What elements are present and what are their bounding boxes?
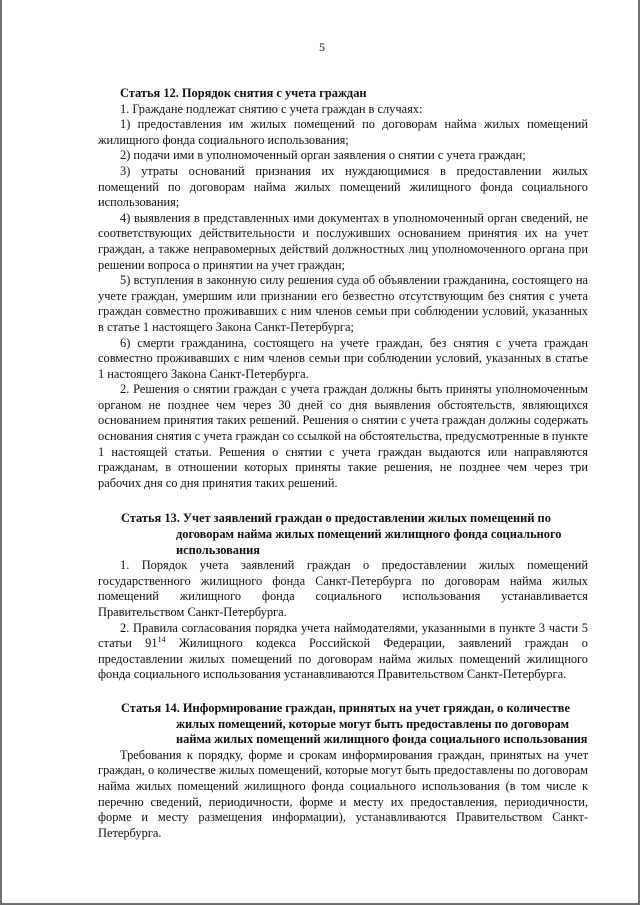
document-body xyxy=(98,86,588,841)
article-12-paragraph: 1) предоставления им жилых помещений по договорам найма жилых помещений жилищного фонда социального использования; xyxy=(98,117,588,147)
article-13 xyxy=(98,511,588,683)
article-13-paragraph-2 xyxy=(98,621,588,683)
article-14-paragraph-1: Требования к порядку, форме и срокам информирования граждан, принятых на учет граждан, о количестве жилых помещений, которые могут быть предоставлены по договорам найма жилых помещений жилищного фонда социального использования (в том числе к перечню сведений, периодичности, форме и месту их предоставления, периодичности, форме и месту размещения информации), устанавливаются Правительством Санкт-Петербурга. xyxy=(98,747,588,840)
article-13-title: Статья 13. Учет заявлений граждан о предоставлении жилых помещений по договорам найма жилых помещений жилищного фонда социального использования xyxy=(121,511,562,557)
article-13-paragraph-1: 1. Порядок учета заявлений граждан о предоставлении жилых помещений государственного жилищного фонда Санкт-Петербурга по договорам найма жилых помещений жилищного фонда социального использования устанавливается Правительством Санкт-Петербурга. xyxy=(98,558,588,619)
article-12-paragraph: 2. Решения о снятии граждан с учета граждан должны быть приняты уполномоченным органом не позднее чем через 30 дней со дня выявления обстоятельств, являющихся основанием принятия таких решений. Решения о снятии с учета граждан должны содержать основания снятия с учета граждан со ссылкой на обстоятельства, предусмотренные в пункте 1 настоящей статьи. Решения о снятии с учета граждан выдаются или направляются гражданам, в отношении которых приняты такие решения, не позднее чем через три рабочих дня со дня принятия таких решений. xyxy=(98,382,588,490)
article-14-title: Статья 14. Информирование граждан, принятых на учет гряждан, о количестве жилых помещений, которые могут быть предоставлены по договорам найма жилых помещений жилищного фонда социального использования xyxy=(121,700,588,747)
article-12-paragraph: 2) подачи ими в уполномоченный орган заявления о снятии с учета граждан; xyxy=(120,148,526,163)
article-12-title: Статья 12. Порядок снятия с учета граждан xyxy=(120,86,367,100)
article-12-paragraph: 1. Граждане подлежат снятию с учета граждан в случаях: xyxy=(120,101,423,116)
article-13-p2-text: 2. Правила согласования порядка учета наймодателями, указанными в пункте 3 части 5 статьи 91 xyxy=(98,620,588,651)
page-number: 5 xyxy=(319,40,325,54)
article-12-paragraph: 5) вступления в законную силу решения суда об объявлении гражданина, состоящего на учете граждан, умершим или признании его безвестно отсутствующим без снятия с учета граждан совместно проживавших с ним членов семьи при соблюдении условий, указанных в статье 1 настоящего Закона Санкт-Петербурга; xyxy=(98,273,588,334)
article-14 xyxy=(98,701,588,841)
article-12-paragraph: 4) выявления в представленных ими документах в уполномоченный орган сведений, не соответствующих действительности и послуживших основанием принятия их на учет граждан, а также неправомерных действий должностных лиц уполномоченного органа при решении вопроса о принятии на учет граждан; xyxy=(98,210,588,272)
article-13-p2-superscript: 14 xyxy=(157,635,166,645)
article-12 xyxy=(98,86,588,491)
article-12-paragraph: 3) утраты оснований признания их нуждающимися в предоставлении жилых помещений по договорам найма жилых помещений жилищного фонда социального использования; xyxy=(98,163,588,210)
article-12-paragraph: 6) смерти гражданина, состоящего на учете граждан, без снятия с учета граждан совместно проживавших с ним членов семьи при соблюдении условий, указанных в статье 1 настоящего Закона Санкт-Петербурга. xyxy=(98,335,588,381)
article-13-p2-text-end: Жилищного кодекса Российской Федерации, заявлений граждан о предоставлении жилых помещений по договорам найма жилых помещений жилищного фонда социального использования устанавливаются Правительством Санкт-Петербурга. xyxy=(98,636,588,682)
section-spacer xyxy=(98,491,588,511)
section-spacer xyxy=(98,683,588,701)
